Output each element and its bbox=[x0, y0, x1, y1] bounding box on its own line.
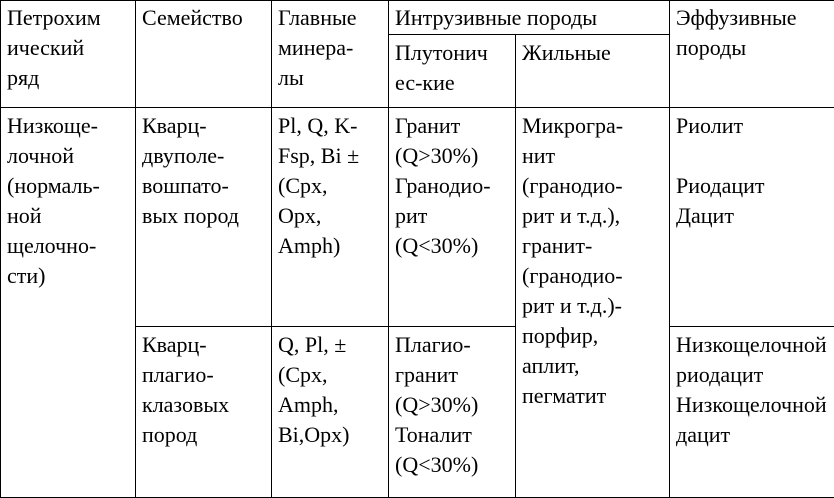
header-series: Петрохим ический ряд bbox=[1, 1, 136, 108]
cell-series: Низкоще- лочной (нормаль- ной щелочно- сти) bbox=[1, 108, 136, 498]
table-row bbox=[1, 108, 834, 327]
cell-plutonic: Плагио- гранит (Q>30%) Тоналит (Q<30%) bbox=[389, 327, 516, 498]
cell-family: Кварц- двуполе- вошпато- вых пород bbox=[136, 108, 272, 327]
header-effusive: Эффузивные породы bbox=[670, 1, 834, 108]
header-family: Семейство bbox=[136, 1, 272, 108]
header-dike: Жильные bbox=[516, 35, 670, 108]
cell-plutonic: Гранит (Q>30%) Гранодио- рит (Q<30%) bbox=[389, 108, 516, 327]
header-minerals: Главные минера- лы bbox=[272, 1, 389, 108]
cell-minerals: Pl, Q, K- Fsp, Bi ± (Cpx, Opx, Amph) bbox=[272, 108, 389, 327]
cell-family: Кварц- плагио- клазовых пород bbox=[136, 327, 272, 498]
header-intrusive: Интрузивные породы bbox=[389, 1, 670, 35]
header-plutonic: Плутонич ес-кие bbox=[389, 35, 516, 108]
cell-effusive: Низкощелочной риодацит Низкощелочной дацит bbox=[670, 327, 834, 498]
cell-effusive: Риолит Риодацит Дацит bbox=[670, 108, 834, 327]
cell-dike: Микрогра- нит (гранодио- рит и т.д.), гранит- (гранодио- рит и т.д.)- порфир, аплит, пегматит bbox=[516, 108, 670, 498]
cell-minerals: Q, Pl, ± (Cpx, Amph, Bi,Opx) bbox=[272, 327, 389, 498]
header-row bbox=[1, 1, 834, 35]
